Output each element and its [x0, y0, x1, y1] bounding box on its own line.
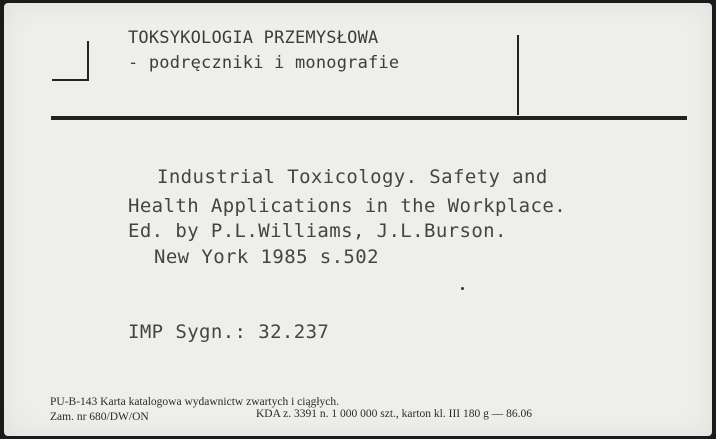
card-heading: TOKSYKOLOGIA PRZEMYSŁOWA	[128, 28, 379, 48]
footer-form-line: PU-B-143 Karta katalogowa wydawnictw zwartych i ciągłych.	[50, 396, 340, 408]
shelf-signature: IMP Sygn.: 32.237	[128, 321, 330, 343]
header-bracket-horizontal-left	[52, 79, 89, 81]
catalog-card	[4, 3, 712, 436]
entry-editors: Ed. by P.L.Williams, J.L.Burson.	[128, 220, 507, 242]
footer-print-run: KDA z. 3391 n. 1 000 000 szt., karton kl. III 180 g — 86.06	[256, 408, 532, 420]
entry-title-line-2: Health Applications in the Workplace.	[128, 195, 567, 217]
header-bracket-vertical-right	[517, 35, 519, 115]
card-subheading: - podręczniki i monografie	[128, 53, 400, 73]
header-bracket-vertical-left	[87, 41, 89, 81]
stray-dot	[461, 287, 464, 290]
entry-title-line-1: Industrial Toxicology. Safety and	[157, 166, 548, 188]
entry-imprint: New York 1985 s.502	[154, 246, 379, 268]
header-separator-line	[51, 116, 687, 120]
footer-order-number: Zam. nr 680/DW/ON	[50, 411, 149, 423]
